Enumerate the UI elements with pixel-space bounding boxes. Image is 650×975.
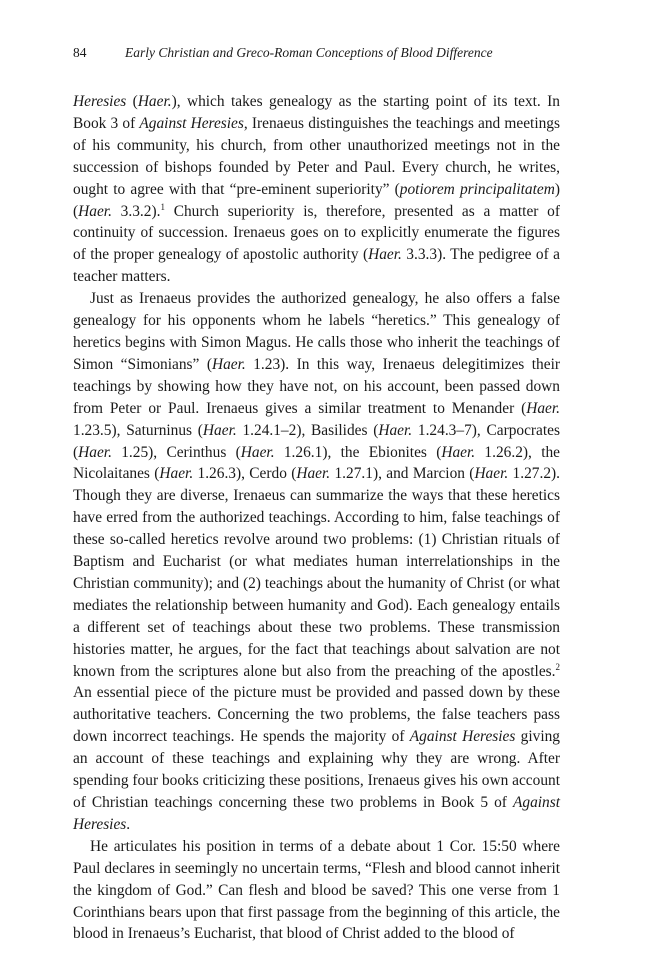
text-run: . bbox=[126, 815, 131, 833]
text-run: He articulates his position in terms of a debate about 1 Cor. 15:50 where Paul declares in seemingly no uncertain terms, “Flesh and blood cannot inherit the kingdom of God.” Can flesh and blood be saved? This one verse from 1 Corinthians bears upon that first passage from the beginning of this article, the blood in Irenaeus’s Eucharist, that blood of Christ added to the blood of bbox=[73, 837, 560, 943]
italic-text: Heresies bbox=[73, 93, 127, 110]
body-text bbox=[73, 91, 560, 945]
italic-text: potiorem principalitatem bbox=[399, 180, 555, 198]
page-number: 84 bbox=[73, 45, 87, 60]
italic-text: Haer. bbox=[240, 443, 275, 461]
text-run: , Irenaeus distinguishes the teachings and meetings of his community, his church, from other unauthorized meetings not in the succession of bishops founded by Peter and Paul. Every church, he writes, ought to agree with that “pre-eminent superiority” ( bbox=[73, 114, 560, 198]
text-run: giving an account of these teachings and explaining why they are wrong. After spending four books criticizing these positions, Irenaeus gives his own account of Christian teachings concerning these two problems in Book 5 of bbox=[73, 728, 560, 811]
italic-text: Haer. bbox=[202, 421, 237, 439]
text-run: 1.27.2). Though they are diverse, Irenaeus can summarize the ways that these heretics have erred from the authorized teachings. According to him, false teachings of these so-called heretics revolve around two problems: (1) Christian rituals of Baptism and Eucharist (or what mediates human interrelationships in the Christian community); and (2) teachings about the humanity of Christ (or what mediates the relationship between humanity and God). Each genealogy entails a different set of teachings about these two problems. These transmission histories matter, he argues, for the fact that teachings about salvation are not known from the scriptures alone but also from the preaching of the apostles. bbox=[73, 465, 561, 680]
text-run: An essential piece of the picture must be provided and passed down by these authoritative teachers. Concerning the two problems, the false teachers pass down incorrect teachings. He spends the majority of bbox=[73, 684, 560, 746]
italic-text: Haer. bbox=[368, 246, 402, 264]
text-run: 1.24.3–7), Carpocrates ( bbox=[73, 421, 560, 461]
paragraph-1 bbox=[73, 91, 560, 288]
text-run: 1.26.3), Cerdo ( bbox=[193, 465, 297, 483]
italic-text: Haer. bbox=[78, 202, 112, 220]
italic-text: Haer. bbox=[159, 465, 194, 483]
footnote-marker: 1 bbox=[160, 201, 165, 212]
text-run: 1.23.5), Saturninus ( bbox=[73, 421, 203, 439]
italic-text: Haer. bbox=[378, 421, 413, 439]
italic-text: Against Heresies bbox=[409, 728, 516, 746]
footnote-marker: 2 bbox=[555, 661, 560, 672]
text-run: ) ( bbox=[73, 180, 560, 220]
italic-text: Haer. bbox=[441, 443, 476, 461]
text-run: 1.23). In this way, Irenaeus delegitimizes their teachings by showing how they have not, on his account, been passed down from Peter or Paul. Irenaeus gives a similar treatment to Menander ( bbox=[73, 355, 560, 417]
italic-text: Haer. bbox=[137, 93, 172, 110]
paragraph-3 bbox=[73, 836, 560, 946]
text-run: 1.26.1), the Ebionites ( bbox=[274, 443, 442, 461]
italic-text: Haer. bbox=[211, 355, 246, 373]
italic-text: Haer. bbox=[474, 465, 509, 483]
italic-text: Against Heresies bbox=[139, 114, 244, 132]
running-head bbox=[73, 44, 560, 66]
running-title: Early Christian and Greco-Roman Conceptions of Blood Difference bbox=[125, 45, 493, 60]
paragraph-2 bbox=[73, 288, 560, 836]
italic-text: Haer. bbox=[296, 465, 331, 483]
text-run: ), which takes genealogy as the starting point of its text. In Book 3 of bbox=[73, 93, 560, 132]
text-run: 1.26.2), the Nicolaitanes ( bbox=[73, 443, 560, 483]
italic-text: Haer. bbox=[526, 399, 560, 417]
text-run: 1.24.1–2), Basilides ( bbox=[236, 421, 379, 439]
italic-text: Haer. bbox=[78, 443, 112, 461]
text-run: Church superiority is, therefore, presented as a matter of continuity of succession. Irenaeus goes on to explicitly enumerate the figures of the proper genealogy of apostolic authority ( bbox=[73, 202, 560, 264]
text-run: 1.27.1), and Marcion ( bbox=[330, 465, 475, 483]
italic-text: Against Heresies bbox=[73, 794, 560, 833]
text-run: 1.25), Cerinthus ( bbox=[111, 443, 241, 461]
text-run: Just as Irenaeus provides the authorized genealogy, he also offers a false genealogy for his opponents whom he labels “heretics.” This genealogy of heretics begins with Simon Magus. He calls those who inherit the teachings of Simon “Simonians” ( bbox=[73, 290, 560, 373]
text-run: ( bbox=[126, 93, 138, 110]
text-run: 3.3.3). The pedigree of a teacher matters. bbox=[73, 246, 561, 286]
book-page bbox=[73, 44, 560, 945]
text-run: 3.3.2). bbox=[111, 202, 161, 220]
